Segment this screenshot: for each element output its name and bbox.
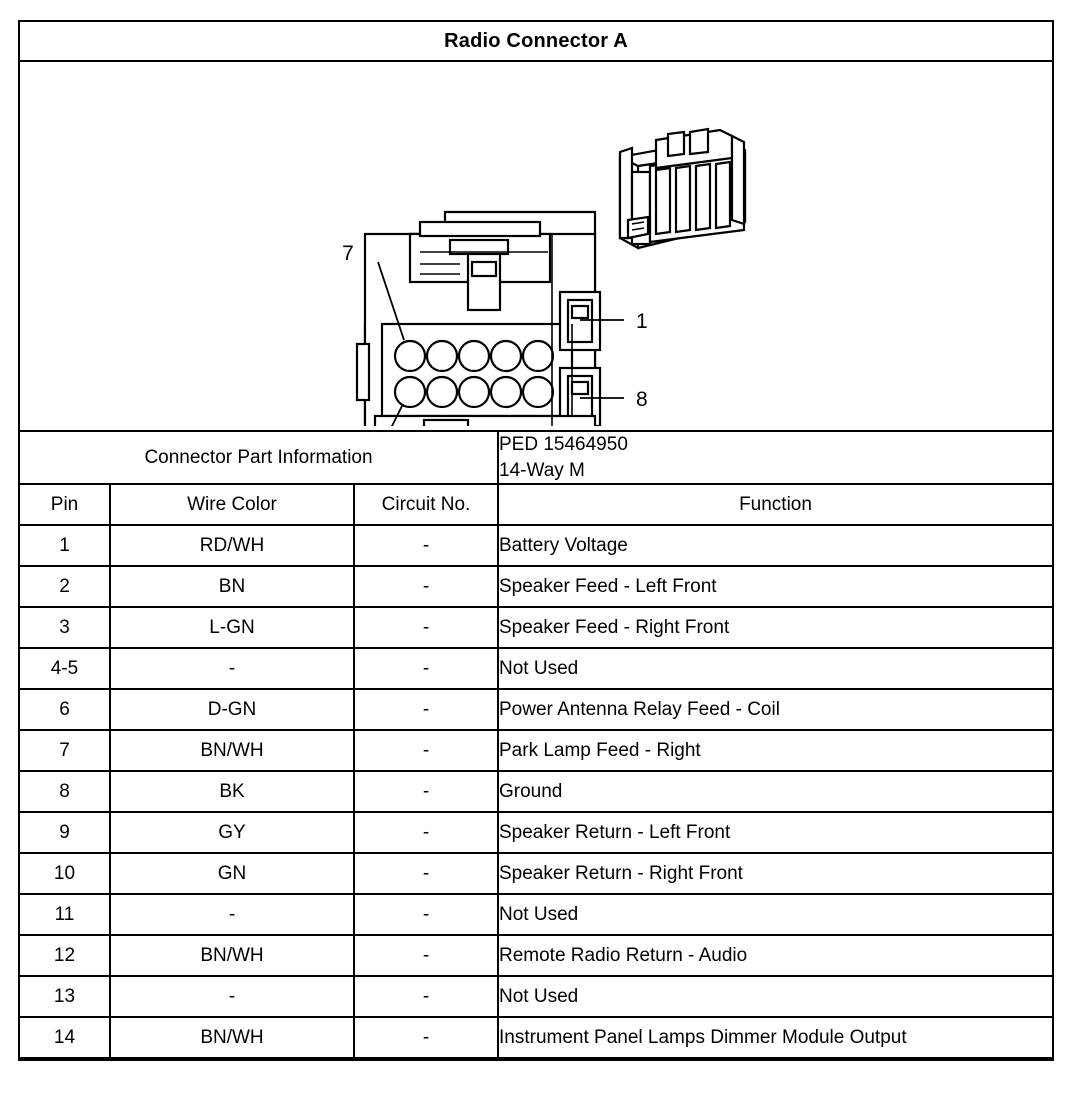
cell-wire-color: BN/WH <box>110 935 354 976</box>
cell-pin: 10 <box>20 853 110 894</box>
cell-circuit-no: - <box>354 935 498 976</box>
cell-wire-color: BN <box>110 566 354 607</box>
table-row <box>20 689 1052 730</box>
cell-pin: 7 <box>20 730 110 771</box>
cell-circuit-no: - <box>354 853 498 894</box>
cell-function: Not Used <box>498 894 1052 935</box>
table-row <box>20 935 1052 976</box>
cell-circuit-no: - <box>354 771 498 812</box>
cell-pin: 6 <box>20 689 110 730</box>
cell-function: Not Used <box>498 648 1052 689</box>
cell-circuit-no: - <box>354 525 498 566</box>
cell-wire-color: BN/WH <box>110 730 354 771</box>
cell-circuit-no: - <box>354 648 498 689</box>
cell-circuit-no: - <box>354 566 498 607</box>
connector-way-count: 14-Way M <box>499 459 585 481</box>
cell-pin: 4-5 <box>20 648 110 689</box>
cell-wire-color: GY <box>110 812 354 853</box>
cell-pin: 14 <box>20 1017 110 1058</box>
cell-pin: 9 <box>20 812 110 853</box>
table-row <box>20 525 1052 566</box>
column-header-function: Function <box>498 484 1052 525</box>
cell-circuit-no: - <box>354 1017 498 1058</box>
cell-function: Speaker Feed - Left Front <box>498 566 1052 607</box>
connector-figure <box>20 62 1052 432</box>
table-row <box>20 976 1052 1017</box>
cell-circuit-no: - <box>354 730 498 771</box>
cell-wire-color: D-GN <box>110 689 354 730</box>
connector-part-information-row <box>20 432 1052 484</box>
cell-wire-color: GN <box>110 853 354 894</box>
table-row <box>20 607 1052 648</box>
column-header-wire-color: Wire Color <box>110 484 354 525</box>
cell-function: Not Used <box>498 976 1052 1017</box>
cell-circuit-no: - <box>354 812 498 853</box>
cell-circuit-no: - <box>354 976 498 1017</box>
connector-part-information-label: Connector Part Information <box>20 432 498 484</box>
cell-wire-color: BK <box>110 771 354 812</box>
cell-function: Ground <box>498 771 1052 812</box>
datasheet-frame <box>18 20 1054 1061</box>
cell-pin: 2 <box>20 566 110 607</box>
cell-function: Power Antenna Relay Feed - Coil <box>498 689 1052 730</box>
connector-illustration <box>20 62 1052 426</box>
table-row <box>20 730 1052 771</box>
column-header-pin: Pin <box>20 484 110 525</box>
callout-7-label: 7 <box>342 242 354 265</box>
cell-function: Speaker Feed - Right Front <box>498 607 1052 648</box>
connector-perspective-view <box>620 129 745 248</box>
table-row <box>20 894 1052 935</box>
cell-function: Speaker Return - Right Front <box>498 853 1052 894</box>
cell-wire-color: L-GN <box>110 607 354 648</box>
cell-pin: 11 <box>20 894 110 935</box>
pinout-table <box>20 432 1052 1059</box>
cell-function: Remote Radio Return - Audio <box>498 935 1052 976</box>
table-row <box>20 853 1052 894</box>
cell-pin: 8 <box>20 771 110 812</box>
table-row <box>20 648 1052 689</box>
cell-function: Battery Voltage <box>498 525 1052 566</box>
table-row <box>20 1017 1052 1058</box>
cell-pin: 3 <box>20 607 110 648</box>
cell-wire-color: - <box>110 894 354 935</box>
table-row <box>20 566 1052 607</box>
cell-pin: 1 <box>20 525 110 566</box>
page-title: Radio Connector A <box>20 22 1052 62</box>
callout-8-label: 8 <box>636 388 648 411</box>
connector-part-information-value <box>498 432 1052 484</box>
column-header-circuit-no: Circuit No. <box>354 484 498 525</box>
table-header-row <box>20 484 1052 525</box>
table-row <box>20 771 1052 812</box>
table-row <box>20 812 1052 853</box>
cell-circuit-no: - <box>354 894 498 935</box>
cell-wire-color: RD/WH <box>110 525 354 566</box>
cell-wire-color: - <box>110 976 354 1017</box>
cell-circuit-no: - <box>354 689 498 730</box>
connector-part-number: PED 15464950 <box>499 434 628 455</box>
callout-1-label: 1 <box>636 310 648 333</box>
cell-circuit-no: - <box>354 607 498 648</box>
cell-function: Speaker Return - Left Front <box>498 812 1052 853</box>
cell-wire-color: BN/WH <box>110 1017 354 1058</box>
cell-pin: 12 <box>20 935 110 976</box>
cell-function: Park Lamp Feed - Right <box>498 730 1052 771</box>
connector-front-view <box>357 212 600 426</box>
cell-pin: 13 <box>20 976 110 1017</box>
cell-function: Instrument Panel Lamps Dimmer Module Output <box>498 1017 1052 1058</box>
cell-wire-color: - <box>110 648 354 689</box>
